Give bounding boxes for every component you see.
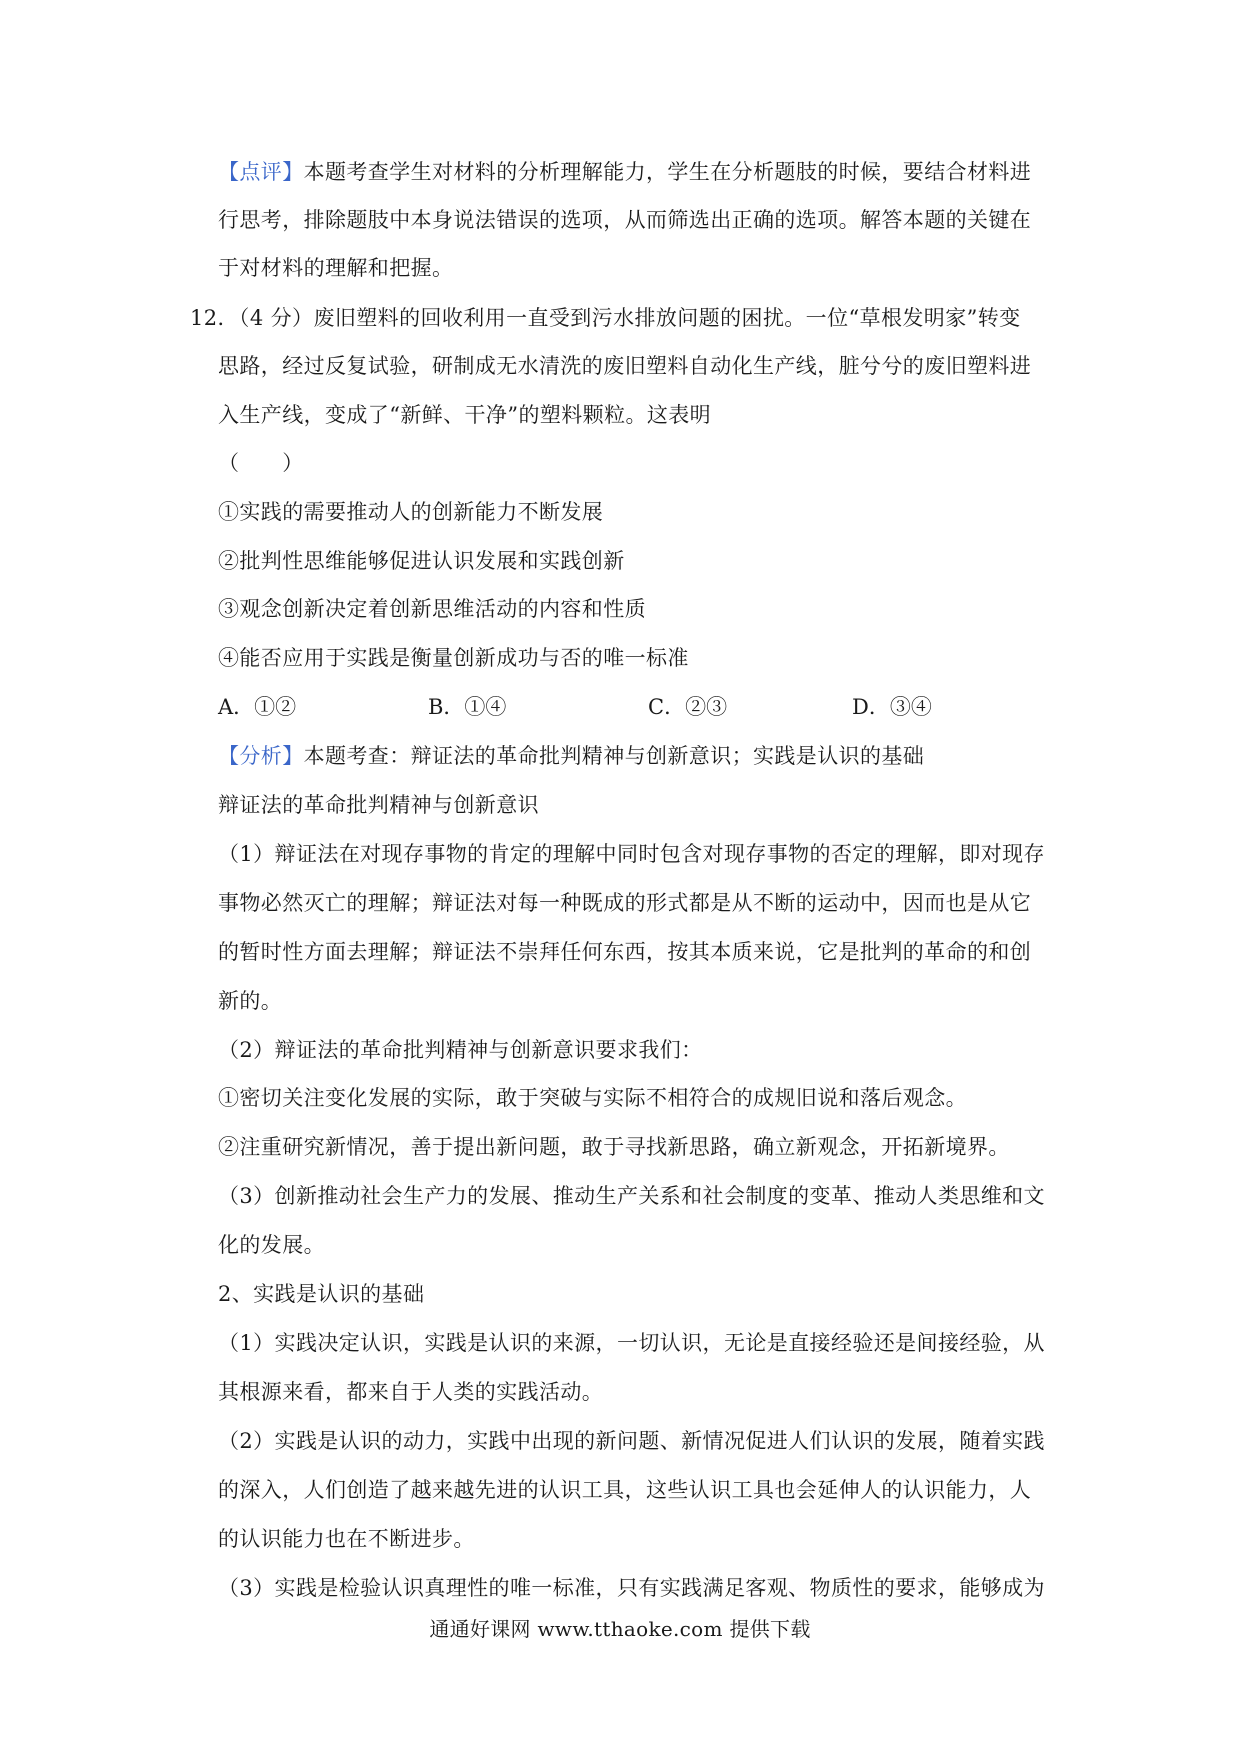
analysis-p1-line-4: 新的。 <box>218 989 283 1013</box>
analysis-p2: （2）辩证法的革命批判精神与创新意识要求我们： <box>218 1038 703 1062</box>
analysis-heading-1: 辩证法的革命批判精神与创新意识 <box>218 793 539 817</box>
question-number-score: 12．（4 分） <box>190 306 314 330</box>
question-stem-2: 思路，经过反复试验，研制成无水清洗的废旧塑料自动化生产线，脏兮兮的废旧塑料进 <box>218 354 1032 378</box>
question-line-1 <box>190 303 1021 333</box>
review-line-3: 于对材料的理解和把握。 <box>218 256 454 280</box>
analysis-p3-line-2: 化的发展。 <box>218 1233 325 1257</box>
analysis-q1-line-1: （1）实践决定认识，实践是认识的来源，一切认识，无论是直接经验还是间接经验，从 <box>218 1331 1045 1355</box>
question-stem-1: 废旧塑料的回收利用一直受到污水排放问题的困扰。一位“草根发明家”转变 <box>313 306 1021 330</box>
statement-2: ②批判性思维能够促进认识发展和实践创新 <box>218 549 625 573</box>
option-d: D．③④ <box>852 695 932 719</box>
analysis-q3-line-1: （3）实践是检验认识真理性的唯一标准，只有实践满足客观、物质性的要求，能够成为 <box>218 1576 1045 1600</box>
analysis-tag: 【分析】 <box>218 744 304 768</box>
review-text-1: 本题考查学生对材料的分析理解能力，学生在分析题肢的时候，要结合材料进 <box>303 160 1032 184</box>
option-c: C．②③ <box>648 695 728 719</box>
analysis-p1-line-1: （1）辩证法在对现存事物的肯定的理解中同时包含对现存事物的否定的理解，即对现存 <box>218 842 1045 866</box>
analysis-p1-line-2: 事物必然灭亡的理解；辩证法对每一种既成的形式都是从不断的运动中，因而也是从它 <box>218 891 1032 915</box>
analysis-p3-line-1: （3）创新推动社会生产力的发展、推动生产关系和社会制度的变革、推动人类思维和文 <box>218 1184 1045 1208</box>
analysis-intro: 本题考查：辩证法的革命批判精神与创新意识；实践是认识的基础 <box>303 744 925 768</box>
review-line-1 <box>218 157 1031 187</box>
analysis-q2-line-2: 的深入，人们创造了越来越先进的认识工具，这些认识工具也会延伸人的认识能力，人 <box>218 1478 1032 1502</box>
option-b: B．①④ <box>428 695 507 719</box>
analysis-q1-line-2: 其根源来看，都来自于人类的实践活动。 <box>218 1380 604 1404</box>
analysis-p2-item-2: ②注重研究新情况，善于提出新问题，敢于寻找新思路，确立新观念，开拓新境界。 <box>218 1135 1010 1159</box>
analysis-q2-line-3: 的认识能力也在不断进步。 <box>218 1527 475 1551</box>
statement-4: ④能否应用于实践是衡量创新成功与否的唯一标准 <box>218 646 689 670</box>
review-tag: 【点评】 <box>218 160 304 184</box>
statement-1: ①实践的需要推动人的创新能力不断发展 <box>218 500 604 524</box>
analysis-heading-2: 2、实践是认识的基础 <box>218 1282 425 1306</box>
analysis-q2-line-1: （2）实践是认识的动力，实践中出现的新问题、新情况促进人们认识的发展，随着实践 <box>218 1429 1045 1453</box>
option-a: A．①② <box>218 695 297 719</box>
page-footer: 通通好课网 www.tthaoke.com 提供下载 <box>429 1617 811 1641</box>
statement-3: ③观念创新决定着创新思维活动的内容和性质 <box>218 597 646 621</box>
analysis-line-1 <box>218 741 924 771</box>
review-line-2: 行思考，排除题肢中本身说法错误的选项，从而筛选出正确的选项。解答本题的关键在 <box>218 208 1032 232</box>
question-blank: （ ） <box>218 451 304 475</box>
analysis-p1-line-3: 的暂时性方面去理解；辩证法不崇拜任何东西，按其本质来说，它是批判的革命的和创 <box>218 940 1032 964</box>
analysis-p2-item-1: ①密切关注变化发展的实际，敢于突破与实际不相符合的成规旧说和落后观念。 <box>218 1086 967 1110</box>
question-stem-3: 入生产线，变成了“新鲜、干净”的塑料颗粒。这表明 <box>218 403 712 427</box>
